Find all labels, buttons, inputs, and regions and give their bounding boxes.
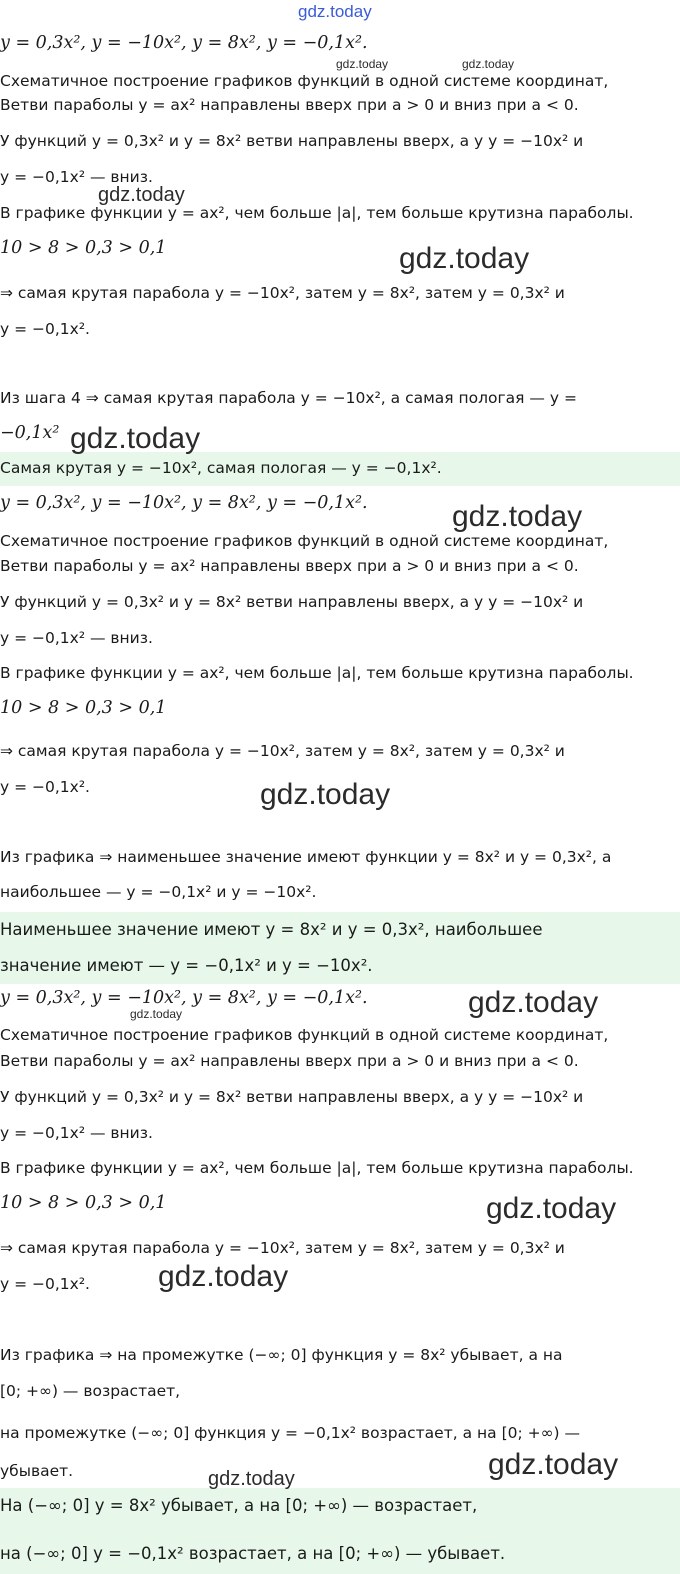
watermark: gdz.today: [336, 57, 389, 71]
watermark: gdz.today: [70, 422, 201, 455]
from-graph-text: Из графика ⇒ наименьшее значение имеют функции y = 8x² и y = 0,3x², а: [0, 848, 612, 866]
answer-monotonic-cont: на (−∞; 0] y = −0,1x² возрастает, а на [0; +∞) — убывает.: [0, 1544, 506, 1563]
watermark: gdz.today: [486, 1192, 617, 1225]
steepness-rule: В графике функции y = ax², чем больше |a|, тем больше крутизна параболы.: [0, 204, 634, 222]
coefficient-comparison: 10 > 8 > 0,3 > 0,1: [0, 1193, 167, 1213]
watermark: gdz.today: [130, 1007, 183, 1021]
branches-rule: Ветви параболы y = ax² направлены вверх при a > 0 и вниз при a < 0.: [0, 96, 579, 114]
steepest-order-cont: y = −0,1x².: [0, 1275, 90, 1293]
steepest-order-cont: y = −0,1x².: [0, 320, 90, 338]
watermark: gdz.today: [298, 2, 372, 21]
branches-direction-cont: y = −0,1x² — вниз.: [0, 168, 153, 186]
schematic-text: Схематичное построение графиков функций в одной системе координат,: [0, 72, 609, 90]
from-step-text: Из шага 4 ⇒ самая крутая парабола y = −10x², а самая пологая — y =: [0, 389, 577, 407]
steepness-rule: В графике функции y = ax², чем больше |a|, тем больше крутизна параболы.: [0, 1159, 634, 1177]
watermark: gdz.today: [399, 242, 530, 275]
branches-direction: У функций y = 0,3x² и y = 8x² ветви направлены вверх, а у y = −10x² и: [0, 593, 584, 611]
from-graph-text-cont: наибольшее — y = −0,1x² и y = −10x².: [0, 883, 317, 901]
monotonic-text-2-cont: убывает.: [0, 1462, 74, 1480]
monotonic-text-cont: [0; +∞) — возрастает,: [0, 1382, 181, 1400]
branches-direction: У функций y = 0,3x² и y = 8x² ветви направлены вверх, а у y = −10x² и: [0, 132, 584, 150]
branches-rule: Ветви параболы y = ax² направлены вверх при a > 0 и вниз при a < 0.: [0, 1052, 579, 1070]
functions-list: y = 0,3x², y = −10x², y = 8x², y = −0,1x².: [0, 988, 368, 1008]
branches-direction: У функций y = 0,3x² и y = 8x² ветви направлены вверх, а у y = −10x² и: [0, 1088, 584, 1106]
schematic-text: Схематичное построение графиков функций в одной системе координат,: [0, 532, 609, 550]
steepest-order: ⇒ самая крутая парабола y = −10x², затем y = 8x², затем y = 0,3x² и: [0, 284, 565, 302]
answer-monotonic: На (−∞; 0] y = 8x² убывает, а на [0; +∞) — возрастает,: [0, 1496, 478, 1515]
watermark: gdz.today: [98, 184, 185, 206]
watermark: gdz.today: [488, 1448, 619, 1481]
monotonic-text: Из графика ⇒ на промежутке (−∞; 0] функция y = 8x² убывает, а на: [0, 1346, 563, 1364]
watermark: gdz.today: [462, 57, 515, 71]
branches-direction-cont: y = −0,1x² — вниз.: [0, 1124, 153, 1142]
from-step-text-cont: −0,1x²: [0, 423, 60, 443]
branches-direction-cont: y = −0,1x² — вниз.: [0, 629, 153, 647]
answer-values-cont: значение имеют — y = −0,1x² и y = −10x².: [0, 956, 373, 975]
watermark: gdz.today: [468, 986, 599, 1019]
answer-steepest: Самая крутая y = −10x², самая пологая — y = −0,1x².: [0, 459, 442, 477]
steepest-order: ⇒ самая крутая парабола y = −10x², затем y = 8x², затем y = 0,3x² и: [0, 1239, 565, 1257]
coefficient-comparison: 10 > 8 > 0,3 > 0,1: [0, 698, 167, 718]
watermark: gdz.today: [452, 500, 583, 533]
watermark: gdz.today: [260, 778, 391, 811]
functions-list: y = 0,3x², y = −10x², y = 8x², y = −0,1x².: [0, 33, 368, 53]
coefficient-comparison: 10 > 8 > 0,3 > 0,1: [0, 238, 167, 258]
steepest-order-cont: y = −0,1x².: [0, 778, 90, 796]
watermark: gdz.today: [158, 1260, 289, 1293]
schematic-text: Схематичное построение графиков функций в одной системе координат,: [0, 1026, 609, 1044]
steepness-rule: В графике функции y = ax², чем больше |a|, тем больше крутизна параболы.: [0, 664, 634, 682]
functions-list: y = 0,3x², y = −10x², y = 8x², y = −0,1x².: [0, 493, 368, 513]
monotonic-text-2: на промежутке (−∞; 0] функция y = −0,1x² возрастает, а на [0; +∞) —: [0, 1424, 581, 1442]
steepest-order: ⇒ самая крутая парабола y = −10x², затем y = 8x², затем y = 0,3x² и: [0, 742, 565, 760]
watermark: gdz.today: [208, 1468, 295, 1490]
branches-rule: Ветви параболы y = ax² направлены вверх при a > 0 и вниз при a < 0.: [0, 557, 579, 575]
answer-values: Наименьшее значение имеют y = 8x² и y = 0,3x², наибольшее: [0, 920, 543, 939]
